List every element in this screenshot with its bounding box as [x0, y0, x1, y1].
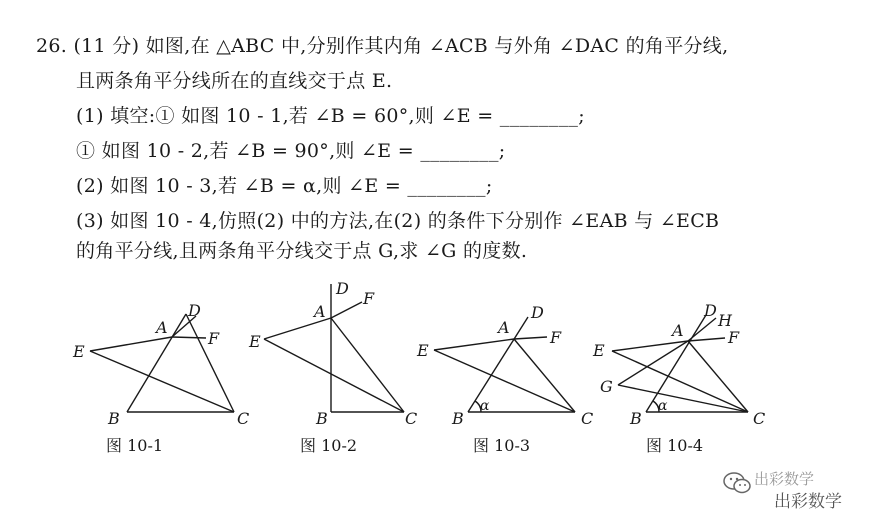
fig4-label-F: F	[728, 328, 740, 347]
fig3-label-F: F	[550, 328, 562, 347]
fig3-label-B: B	[452, 409, 464, 428]
fig2-label-E: E	[249, 332, 261, 351]
figure-10-1	[72, 301, 249, 455]
figure-10-2	[248, 279, 417, 455]
fig1-label-F: F	[208, 329, 220, 348]
fig4-label-G: G	[600, 377, 613, 396]
fig2-label-A: A	[314, 302, 326, 321]
fig4-label-H: H	[718, 311, 732, 330]
fig3-label-E: E	[417, 341, 429, 360]
fig1-label-A: A	[156, 318, 168, 337]
watermark-text: 出彩数学	[774, 492, 842, 512]
wechat-icon	[722, 470, 752, 496]
problem-line-5: (2) 如图 10 - 3,若 ∠B = α,则 ∠E = ________;	[76, 175, 493, 197]
fig1-label-E: E	[73, 342, 85, 361]
fig4-label-C: C	[753, 409, 766, 428]
problem-line-2: 且两条角平分线所在的直线交于点 E.	[76, 70, 393, 92]
fig1-label-C: C	[237, 409, 250, 428]
fig4-label-alpha: α	[658, 398, 668, 414]
fig3-label-alpha: α	[480, 398, 490, 414]
problem-line-3: (1) 填空:① 如图 10 - 1,若 ∠B = 60°,则 ∠E = ________;	[76, 105, 585, 127]
fig3-caption: 图 10-3	[473, 436, 531, 455]
fig2-label-C: C	[405, 409, 418, 428]
fig2-label-F: F	[363, 289, 375, 308]
fig4-label-A: A	[672, 321, 684, 340]
fig2-caption: 图 10-2	[300, 436, 358, 455]
fig1-label-D: D	[188, 301, 201, 320]
fig4-caption: 图 10-4	[646, 436, 704, 455]
figure-10-3	[416, 303, 593, 455]
fig3-label-A: A	[498, 318, 510, 337]
fig3-label-C: C	[581, 409, 594, 428]
fig3-label-D: D	[531, 303, 544, 322]
fig2-label-D: D	[336, 279, 349, 298]
watermark-shadow-text: 出彩数学	[754, 470, 815, 488]
figure-10-4	[592, 301, 765, 455]
problem-line-7: 的角平分线,且两条角平分线交于点 G,求 ∠G 的度数.	[76, 240, 528, 262]
fig1-label-B: B	[108, 409, 120, 428]
fig4-label-E: E	[593, 341, 605, 360]
fig2-label-B: B	[316, 409, 328, 428]
fig4-label-B: B	[630, 409, 642, 428]
problem-line-6: (3) 如图 10 - 4,仿照(2) 中的方法,在(2) 的条件下分别作 ∠EAB 与 ∠ECB	[76, 210, 720, 232]
fig4-label-D: D	[704, 301, 717, 320]
fig1-caption: 图 10-1	[106, 436, 164, 455]
problem-line-1: 26. (11 分) 如图,在 △ABC 中,分别作其内角 ∠ACB 与外角 ∠DAC 的角平分线,	[36, 35, 729, 57]
problem-line-4: ① 如图 10 - 2,若 ∠B = 90°,则 ∠E = ________;	[76, 140, 506, 162]
